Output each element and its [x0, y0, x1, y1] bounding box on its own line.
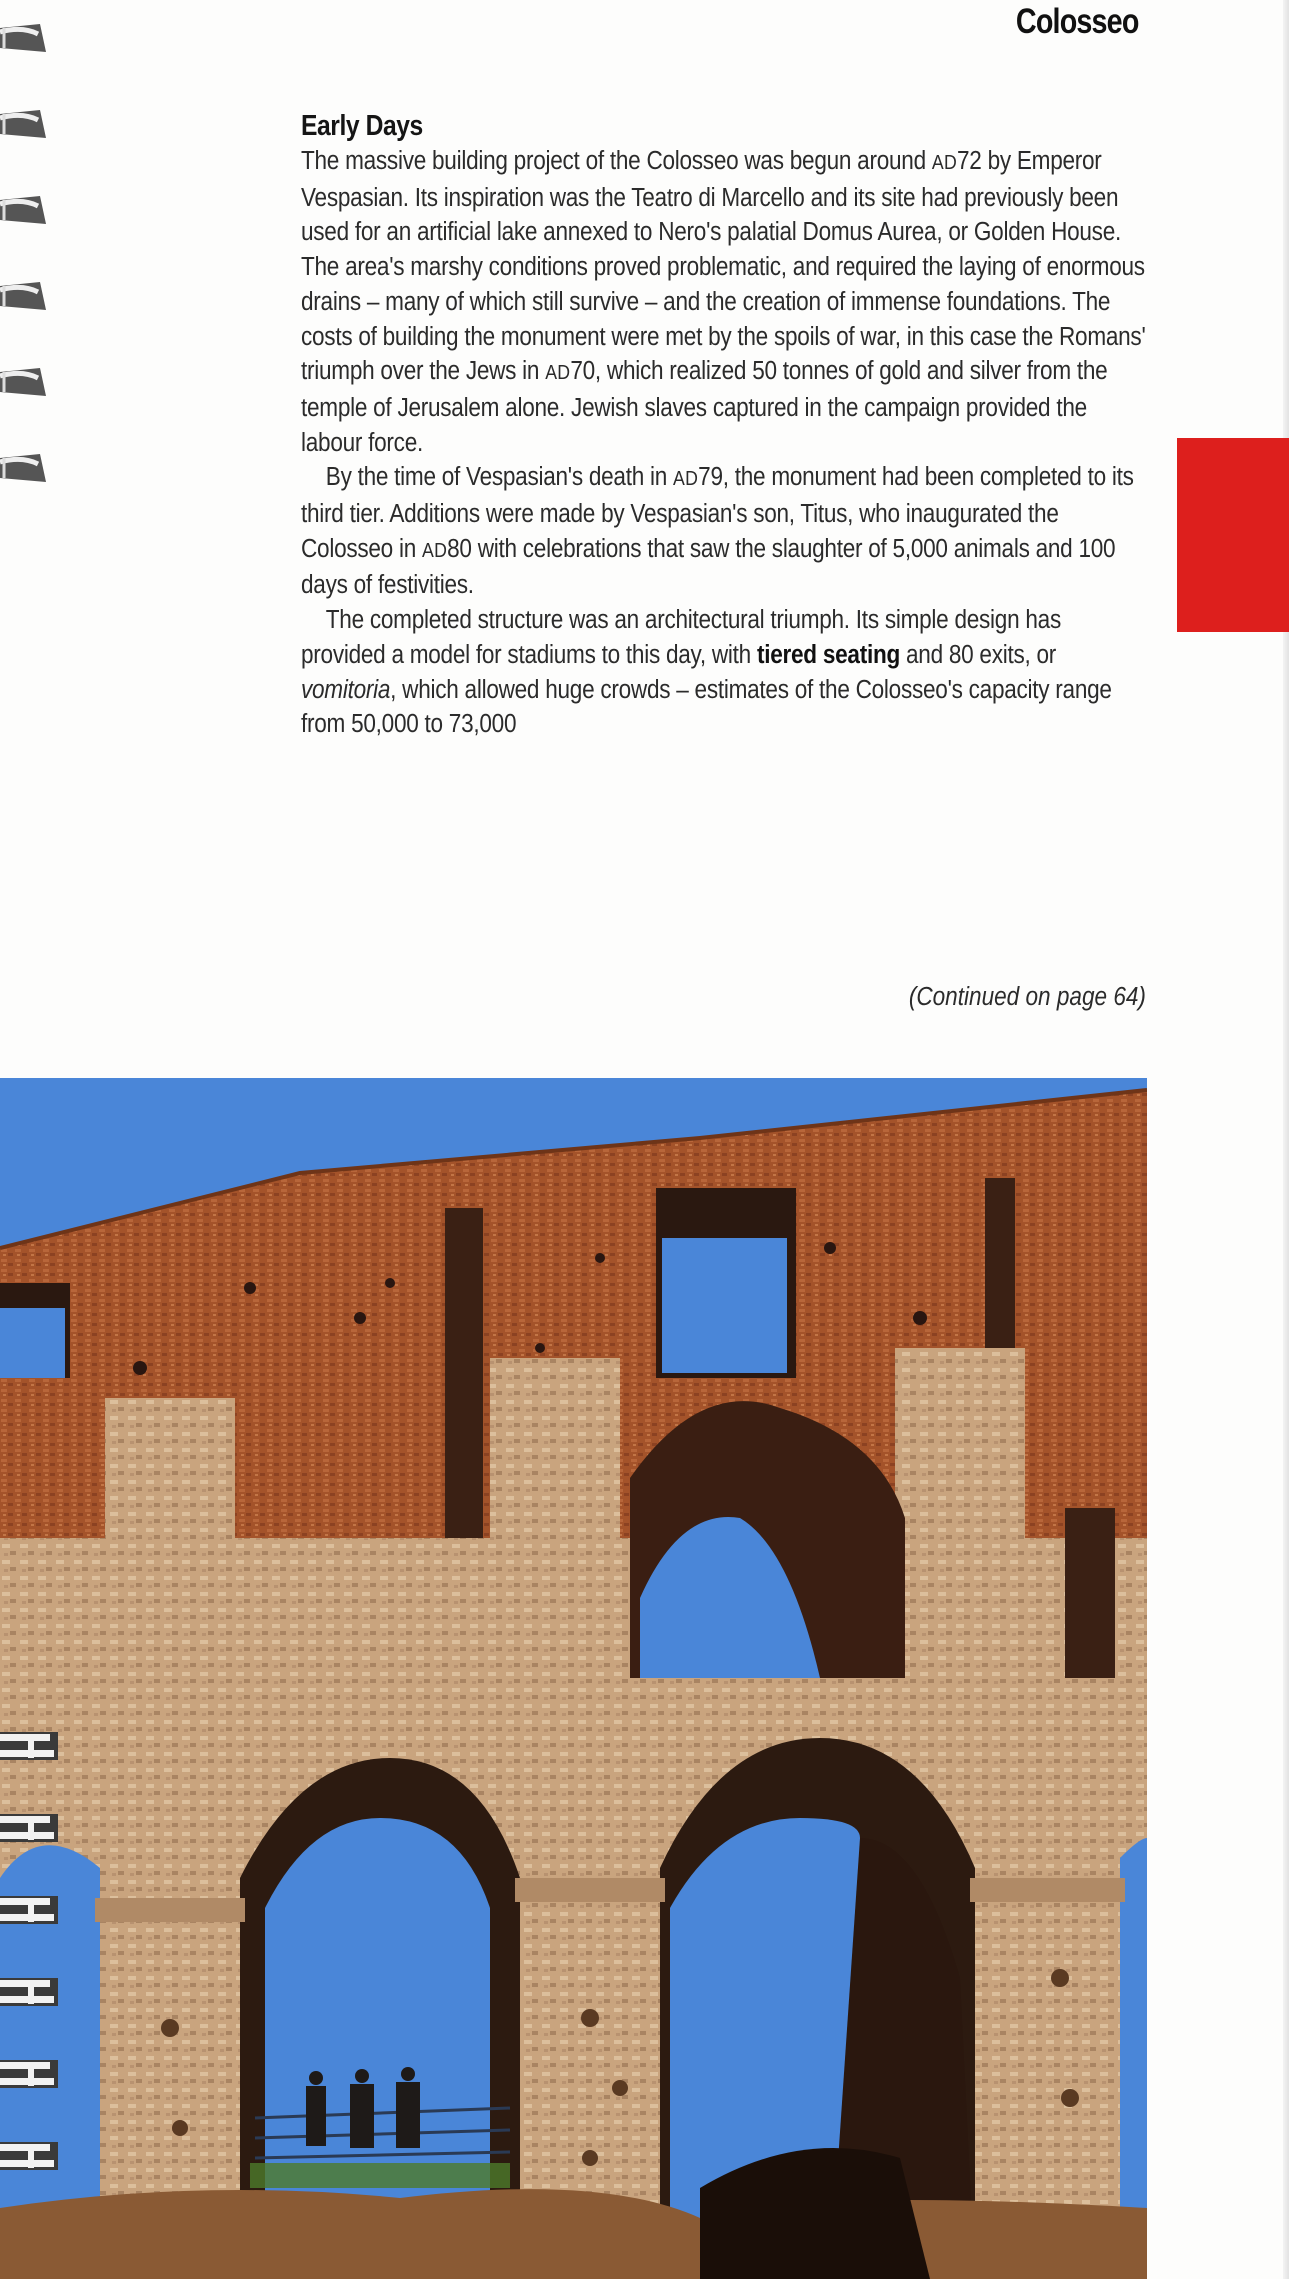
text-run: 79, the monument had been completed to its third tier. Additions were made by Vespasian's son, Titus, who inaugurated the Colosseo in: [301, 463, 1134, 563]
spiral-ring-icon: [0, 1726, 62, 1766]
article-body: [301, 144, 1151, 742]
continued-note: (Continued on page 64): [908, 983, 1146, 1011]
spiral-ring-icon: [0, 366, 48, 400]
running-head: Colosseo: [1016, 2, 1139, 41]
spiral-ring-icon: [0, 1808, 62, 1848]
text-run: and 80 exits, or: [899, 640, 1057, 669]
article: [301, 108, 1151, 742]
text-run: 72 by Emperor Vespasian. Its inspiration was the Teatro di Marcello and its site had previously been used for an artificial lake annexed to Nero's palatial Domus Aurea, or Golden House. The area's marshy conditions proved problematic, and required the laying of enormous drains – many of which still survive – and the creation of immense foundations. The costs of building the monument were met by the spoils of war, in this case the Romans' triumph over the Jews in: [301, 147, 1146, 386]
spiral-ring-icon: [0, 452, 48, 486]
paragraph-2: [301, 460, 1151, 603]
spiral-ring-icon: [0, 108, 48, 142]
page-edge: [1283, 0, 1289, 2279]
text-run: 70, which realized 50 tonnes of gold and silver from the temple of Jerusalem alone. Jewish slaves captured in the campaign provided the labour force.: [301, 357, 1108, 457]
colosseo-illustration: [0, 1078, 1147, 2279]
text-run: The massive building project of the Colosseo was begun around: [301, 147, 932, 175]
spiral-ring-icon: [0, 280, 48, 314]
text-run: The completed structure was an architectural triumph. Its simple design has provided a model for stadiums to this day, with: [301, 606, 1061, 669]
spiral-ring-icon: [0, 2054, 62, 2094]
text-run: , which allowed huge crowds – estimates of the Colosseo's capacity range from 50,000 to 73,000: [301, 675, 1112, 739]
paragraph-1: [301, 144, 1151, 460]
era-abbrev: AD: [931, 152, 957, 174]
spiral-ring-icon: [0, 194, 48, 228]
era-abbrev: AD: [422, 539, 448, 562]
spiral-ring-icon: [0, 1972, 62, 2012]
spiral-ring-icon: [0, 22, 48, 56]
era-abbrev: AD: [545, 362, 571, 385]
article-heading: Early Days: [301, 110, 423, 142]
era-abbrev: AD: [673, 468, 699, 491]
text-run: 80 with celebrations that saw the slaughter of 5,000 animals and 100 days of festivities.: [301, 534, 1116, 600]
colosseo-photo: [0, 1078, 1147, 2279]
spiral-ring-icon: [0, 1890, 62, 1930]
section-tab: [1177, 438, 1289, 632]
latin-term: vomitoria: [301, 675, 391, 704]
spiral-ring-icon: [0, 2136, 62, 2176]
paragraph-3: [301, 603, 1151, 742]
text-run: By the time of Vespasian's death in: [325, 463, 674, 492]
highlight-term: tiered seating: [756, 640, 900, 669]
